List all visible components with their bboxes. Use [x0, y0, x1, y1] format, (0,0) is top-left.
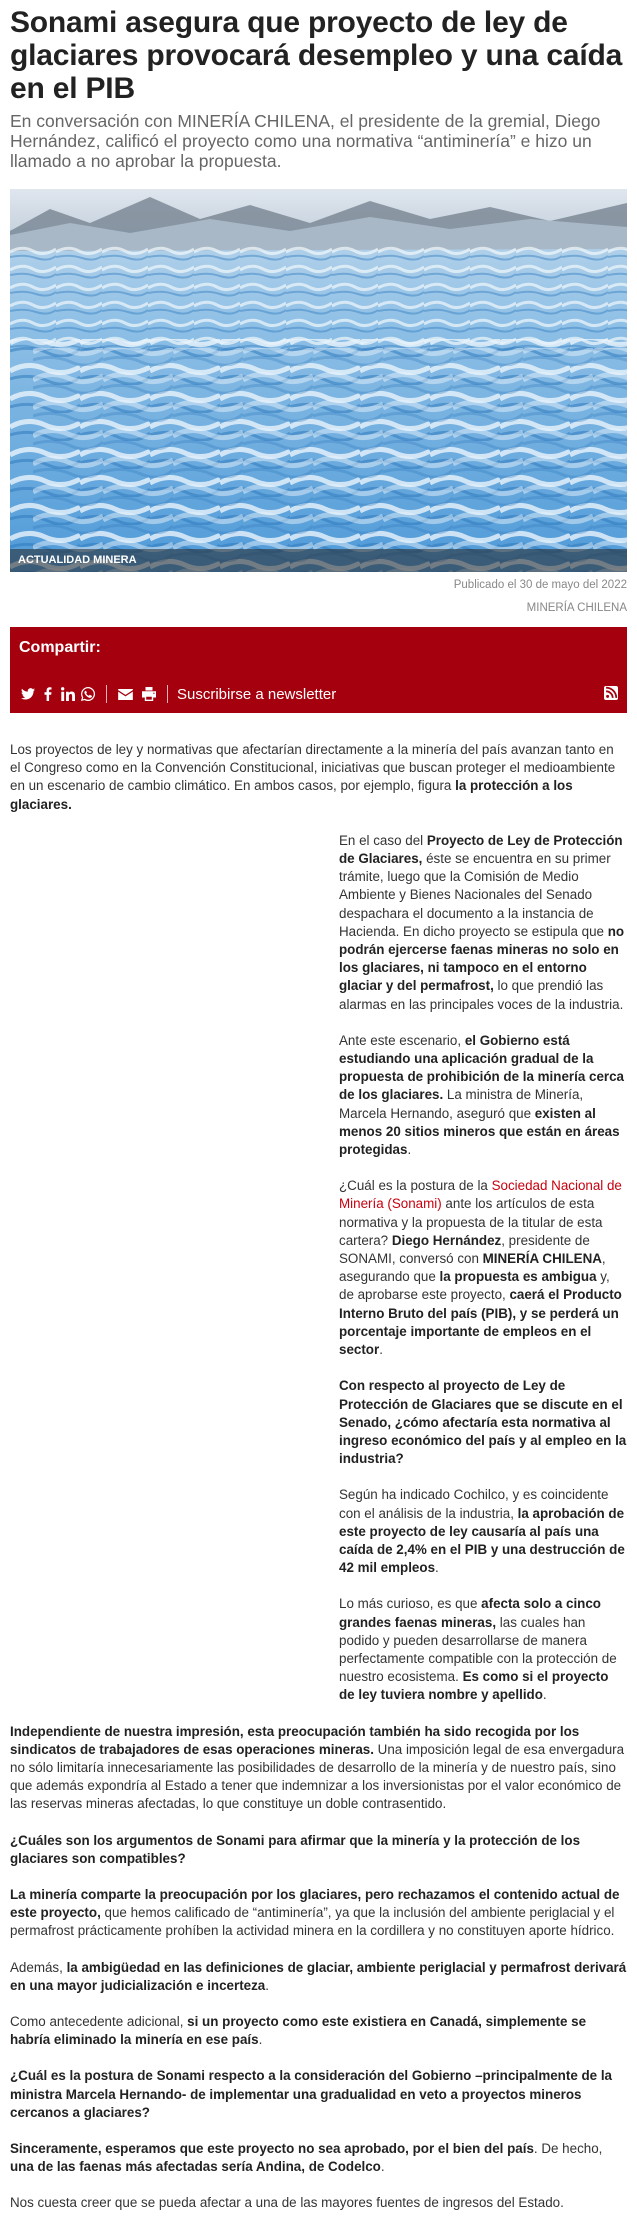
share-bar	[10, 627, 627, 713]
hero-image	[10, 189, 627, 572]
paragraph: Además, la ambigüedad en las definiciones de glaciar, ambiente periglacial y permafrost derivará en una mayor judicialización e incerteza.	[10, 1959, 627, 1993]
paragraph: Los proyectos de ley y normativas que afectarían directamente a la minería del país avanzan tanto en el Congreso como en la Convención Constitucional, iniciativas que buscan proteger el medioambiente en un escenario de cambio climático. En ambos casos, por ejemplo, figura la protección a los glaciares.	[10, 742, 616, 812]
paragraph: Nos cuesta creer que se pueda afectar a una de las mayores fuentes de ingresos del Estado.	[10, 2195, 564, 2211]
share-label: Compartir:	[19, 639, 101, 656]
share-divider	[106, 685, 107, 703]
email-icon[interactable]	[116, 686, 134, 702]
publish-date: Publicado el 30 de mayo del 2022	[453, 579, 627, 591]
article-title: Sonami asegura que proyecto de ley de glaciares provocará desempleo y una caída en el PIB	[10, 6, 623, 105]
whatsapp-icon[interactable]	[79, 686, 97, 702]
image-caption: ACTUALIDAD MINERA	[10, 549, 627, 572]
glacier-law-link[interactable]: Proyecto de Ley de Protección de Glaciares,	[339, 832, 623, 867]
share-actions	[19, 685, 618, 703]
interview-question: Con respecto al proyecto de Ley de Protección de Glaciares que se discute en el Senado, ¿cómo afectaría esta normativa al ingreso económico del país y al empleo en la industria?	[339, 1378, 627, 1467]
interview-question: ¿Cuáles son los argumentos de Sonami para afirmar que la minería y la protección de los glaciares son compatibles?	[10, 1832, 581, 1866]
paragraph: Sinceramente, esperamos que este proyecto no sea aprobado, por el bien del país. De hecho, una de las faenas más afectadas sería Andina, de Codelco.	[10, 2141, 603, 2175]
paragraph: La minería comparte la preocupación por los glaciares, pero rechazamos el contenido actual de este proyecto, que hemos calificado de “antiminería”, ya que la inclusión del ambiente periglacial y el permafrost prácticamente prohíben la actividad minera en la cordillera y no constituyen aporte hídrico.	[10, 1886, 620, 1939]
article-two-column	[10, 832, 627, 1723]
paragraph: Como antecedente adicional, si un proyecto como este existiera en Canadá, simplemente se habría eliminado la minería en ese país.	[10, 2013, 587, 2048]
sonami-link[interactable]: Sociedad Nacional de Minería (Sonami)	[339, 1178, 622, 1212]
article-lead: En conversación con MINERÍA CHILENA, el presidente de la gremial, Diego Hernández, calificó el proyecto como una normativa “antiminería” e hizo un llamado a no aprobar la propuesta.	[10, 111, 601, 171]
right-column	[339, 832, 627, 1723]
paragraph: Lo más curioso, es que afecta solo a cinco grandes faenas mineras, las cuales han podido y pueden desarrollarse de manera perfectamente compatible con la protección de nuestro ecosistema. Es como si el proyecto de ley tuviera nombre y apellido.	[339, 1596, 617, 1703]
interview-question: ¿Cuál es la postura de Sonami respecto a la consideración del Gobierno –principalmente de la ministra Marcela Hernando- de implementar una gradualidad en veto a proyectos mineros cercanos a glaciares?	[10, 2068, 613, 2120]
paragraph: Según ha indicado Cochilco, y es coincidente con el análisis de la industria, la aprobación de este proyecto de ley causaría al país una caída de 2,4% en el PIB y una destrucción de 42 mil empleos.	[339, 1487, 625, 1576]
linkedin-icon[interactable]	[59, 686, 77, 702]
paragraph: Ante este escenario, el Gobierno está estudiando una aplicación gradual de la propuesta de prohibición de la minería cerca de los glaciares. La ministra de Minería, Marcela Hernando, aseguró que existen al menos 20 sitios mineros que están en áreas protegidas.	[339, 1032, 625, 1158]
rss-icon[interactable]	[604, 686, 618, 700]
facebook-icon[interactable]	[39, 686, 57, 702]
article-body	[10, 741, 627, 2213]
left-spacer	[10, 832, 339, 1723]
glacier-image	[10, 189, 627, 572]
twitter-icon[interactable]	[19, 686, 37, 702]
paragraph: En el caso del Proyecto de Ley de Protección de Glaciares, éste se encuentra en su primer trámite, luego que la Comisión de Medio Ambiente y Bienes Nacionales del Senado despachara el documento a la instancia de Hacienda. En dicho proyecto se estipula que no podrán ejercerse faenas mineras no solo en los glaciares, ni tampoco en el entorno glaciar y del permafrost, lo que prendió las alarmas en las principales voces de la industria.	[339, 832, 625, 1012]
newsletter-link[interactable]: Suscribirse a newsletter	[177, 685, 337, 703]
paragraph: ¿Cuál es la postura de la Sociedad Nacional de Minería (Sonami) ante los artículos de esta normativa y la propuesta de la titular de esta cartera? Diego Hernández, presidente de SONAMI, conversó con MINERÍA CHILENA, asegurando que la propuesta es ambigua y, de aprobarse este proyecto, caerá el Producto Interno Bruto del país (PIB), y se perderá un porcentaje importante de empleos en el sector.	[339, 1178, 622, 1358]
share-divider	[167, 685, 168, 703]
source-label: MINERÍA CHILENA	[526, 602, 627, 614]
paragraph: Independiente de nuestra impresión, esta preocupación también ha sido recogida por los sindicatos de trabajadores de esas operaciones mineras. Una imposición legal de esa envergadura no sólo limitaría innecesariamente las posibilidades de desarrollo de la minería y de nuestro país, sino que además expondría al Estado a tener que indemnizar a los inversionistas por el valor económico de las reservas mineras afectadas, lo que constituye un doble contrasentido.	[10, 1723, 625, 1812]
print-icon[interactable]	[140, 686, 158, 702]
